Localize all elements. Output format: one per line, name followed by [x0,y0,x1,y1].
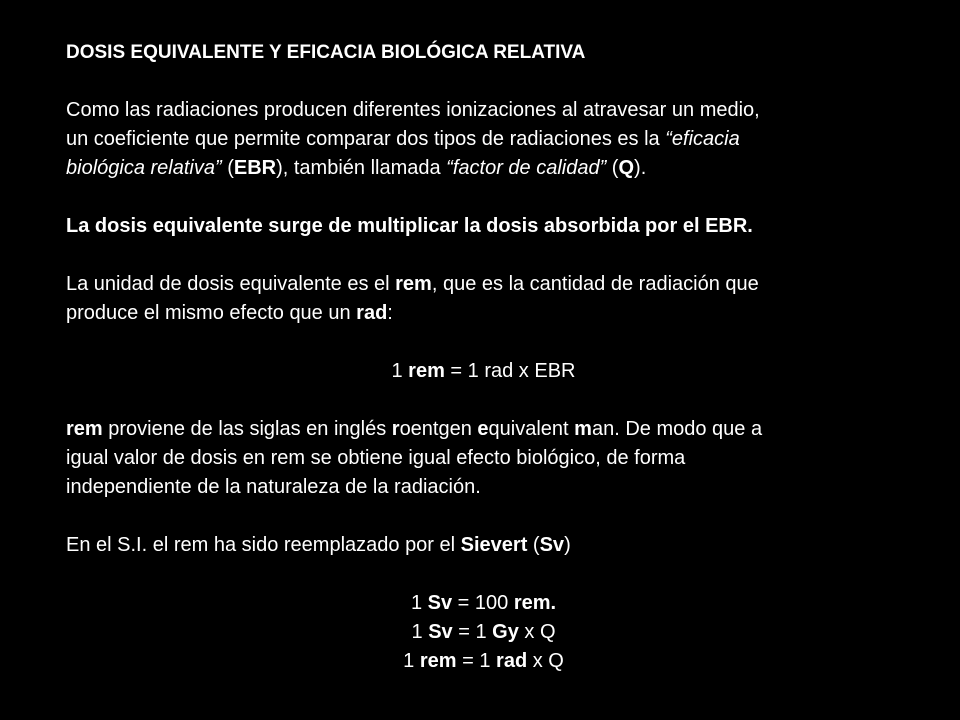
equation-rem-rad [66,647,901,676]
bold-term: Sv [539,534,565,556]
text-segment: ). [634,157,647,179]
equation-sv-gy [66,618,901,647]
spacer [66,328,901,357]
text-segment: = 1 [452,621,493,643]
text-segment: ( [606,157,619,179]
text-segment: un coeficiente que permite comparar dos tipos de radiaciones es la [66,128,666,150]
slide-title: DOSIS EQUIVALENTE Y EFICACIA BIOLÓGICA RELATIVA [66,42,586,63]
text-segment: 1 [391,360,409,382]
bold-letter: e [477,418,489,440]
text-segment: ( [221,157,234,179]
text-segment: , que es la cantidad de radiación que [431,273,759,295]
spacer [66,386,901,415]
paragraph-ebr-intro [66,96,901,183]
italic-term: “eficacia [665,128,740,150]
bold-definition: La dosis equivalente surge de multiplicar la dosis absorbida por el EBR. [66,215,753,237]
text-segment: : [387,302,393,324]
text-segment: quivalent [488,418,575,440]
equation-sv-rem [66,589,901,618]
bold-term: Q [618,157,635,179]
bold-term: rem [395,273,432,295]
spacer [66,502,901,531]
spacer [66,183,901,212]
text-segment: x Q [527,650,564,672]
italic-term: biológica relativa” [66,157,222,179]
text-line: Como las radiaciones producen diferentes ionizaciones al atravesar un medio, [66,99,760,121]
italic-term: “factor de calidad” [446,157,607,179]
text-segment: proviene de las siglas en inglés [102,418,392,440]
bold-term: EBR [233,157,277,179]
text-segment: ( [527,534,540,556]
text-segment: La unidad de dosis equivalente es el [66,273,396,295]
text-segment: En el S.I. el rem ha sido reemplazado por el [66,534,461,556]
paragraph-sievert [66,531,901,560]
bold-term: Sievert [460,534,528,556]
bold-letter: m [574,418,592,440]
paragraph-definition [66,212,901,241]
spacer [66,241,901,270]
text-segment: x Q [518,621,556,643]
text-segment: 1 [403,650,420,672]
text-segment: oentgen [399,418,478,440]
text-segment: an. De modo que a [591,418,763,440]
text-line: independiente de la naturaleza de la radiación. [66,476,481,498]
spacer [66,67,901,96]
text-segment: = 100 [452,592,514,614]
formula-rem-rad [66,357,901,386]
text-segment: ) [564,534,571,556]
bold-term: rem [66,418,103,440]
text-segment: = 1 [456,650,497,672]
bold-term: rem. [513,592,557,614]
paragraph-rem-unit [66,270,901,328]
paragraph-rem-origin [66,415,901,502]
text-segment: produce el mismo efecto que un [66,302,357,324]
spacer [66,560,901,589]
text-segment: 1 [410,592,428,614]
bold-term: Sv [428,621,453,643]
text-segment: 1 [411,621,429,643]
bold-term: rem [408,360,445,382]
text-line: igual valor de dosis en rem se obtiene igual efecto biológico, de forma [66,447,686,469]
bold-term: rad [356,302,388,324]
bold-letter: r [391,418,400,440]
bold-term: Sv [427,592,453,614]
slide-content [66,38,901,676]
text-segment: ), también llamada [276,157,447,179]
bold-term: rem [419,650,457,672]
bold-term: rad [496,650,528,672]
bold-term: Gy [492,621,519,643]
text-segment: = 1 rad x EBR [444,360,576,382]
